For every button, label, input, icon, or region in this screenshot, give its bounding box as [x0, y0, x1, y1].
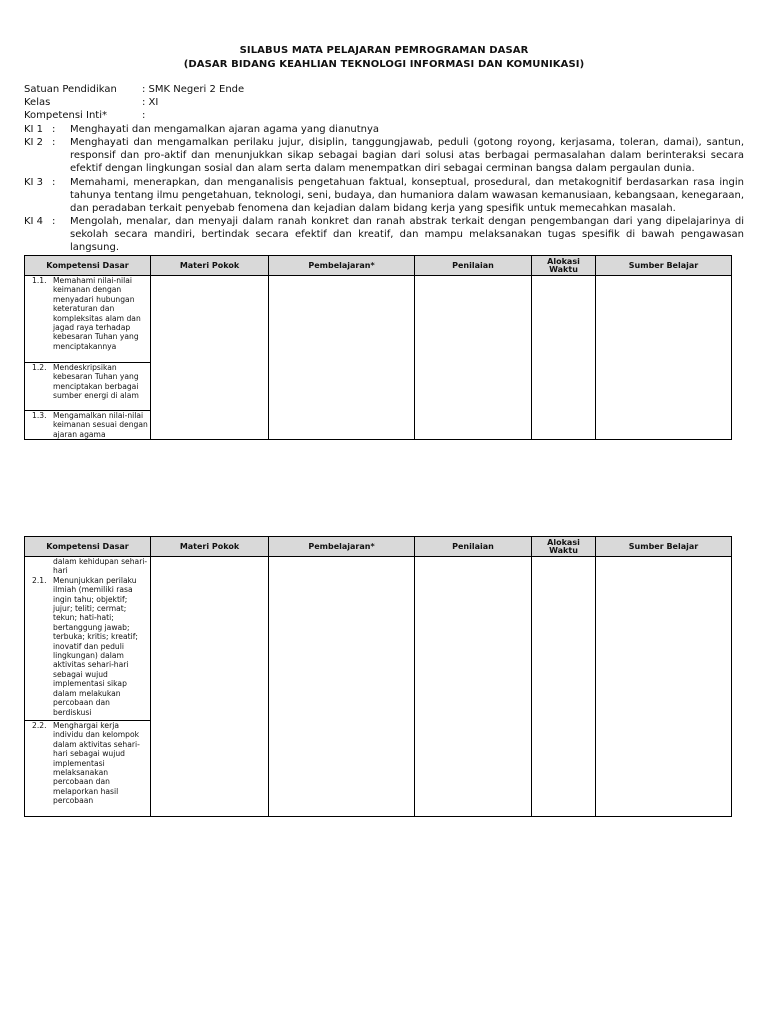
kd-number: 1.3. — [32, 411, 47, 420]
col-header-sumber-belajar: Sumber Belajar — [596, 537, 732, 557]
ki-text: Menghayati dan mengamalkan ajaran agama yang dianutnya — [70, 124, 380, 135]
col-header-kompetensi-dasar: Kompetensi Dasar — [25, 256, 151, 276]
table-row — [25, 557, 732, 721]
ki-colon: : — [52, 137, 56, 148]
kd-cell — [25, 363, 151, 411]
school-info — [24, 83, 244, 122]
syllabus-table-1 — [24, 255, 732, 440]
info-value: : — [142, 110, 146, 121]
document-title: SILABUS MATA PELAJARAN PEMROGRAMAN DASAR — [239, 45, 529, 56]
kd-cell — [25, 721, 151, 817]
ki-label: KI 1 — [24, 124, 44, 135]
penilaian-cell — [415, 276, 532, 440]
info-row-satuan — [24, 83, 244, 96]
info-label: Kelas — [24, 97, 51, 108]
ki-3 — [24, 176, 744, 215]
kd-item — [25, 721, 150, 806]
ki-label: KI 2 — [24, 137, 44, 148]
col-header-alokasi-waktu: Alokasi Waktu — [532, 537, 596, 557]
info-value: : SMK Negeri 2 Ende — [142, 84, 245, 95]
ki-colon: : — [52, 124, 56, 135]
kd-text: Menghargai kerja individu dan kelompok dalam aktivitas sehari-hari sebagai wujud implementasi melaksanakan percobaan dan melaporkan hasil percobaan — [53, 721, 140, 806]
kd-text: Mendeskripsikan kebesaran Tuhan yang menciptakan berbagai sumber energi di alam — [53, 363, 139, 401]
materi-pokok-cell — [151, 276, 269, 440]
ki-text: Menghayati dan mengamalkan perilaku jujur, disiplin, tanggungjawab, peduli (gotong royong, kerjasama, toleran, damai), santun, responsif dan pro-aktif dan menunjukkan sikap sebagai bagian dari solusi atas berbagai permasalahan dalam berinteraksi secara efektif dengan lingkungan sosial dan alam serta dalam menempatkan diri sebagai cerminan bangsa dalam pergaulan dunia. — [70, 137, 744, 174]
col-header-kompetensi-dasar: Kompetensi Dasar — [25, 537, 151, 557]
table-header-row — [25, 256, 732, 276]
kd-number: 2.2. — [32, 721, 47, 730]
col-header-alokasi-waktu: Alokasi Waktu — [532, 256, 596, 276]
ki-label: KI 4 — [24, 216, 44, 227]
kd-number: 1.1. — [32, 276, 47, 285]
col-header-penilaian: Penilaian — [415, 537, 532, 557]
kd-number: 1.2. — [32, 363, 47, 372]
kd-cell — [25, 276, 151, 363]
ki-colon: : — [52, 216, 56, 227]
syllabus-table-2 — [24, 536, 732, 817]
materi-pokok-cell — [151, 557, 269, 817]
kd-text: Mengamalkan nilai-nilai keimanan sesuai dengan ajaran agama — [53, 411, 148, 439]
info-value: : XI — [142, 97, 159, 108]
kd-item — [25, 363, 150, 401]
kd-item — [25, 576, 150, 717]
pembelajaran-cell — [269, 557, 415, 817]
ki-2 — [24, 136, 744, 175]
kd-number: 2.1. — [32, 575, 47, 585]
ki-text: Memahami, menerapkan, dan menganalisis pengetahuan faktual, konseptual, prosedural, dan metakognitif berdasarkan rasa ingin tahunya tentang ilmu pengetahuan, teknologi, seni, budaya, dan humaniora dalam wawasan kemanusiaan, kebangsaan, kenegaraan, dan peradaban terkait penyebab fenomena dan kejadian dalam bidang kerja yang spesifik untuk memecahkan masalah. — [70, 177, 744, 214]
ki-label: KI 3 — [24, 177, 44, 188]
info-row-kompetensi-inti — [24, 109, 244, 122]
table-header-row — [25, 537, 732, 557]
col-header-pembelajaran: Pembelajaran* — [269, 537, 415, 557]
document-subtitle: (DASAR BIDANG KEAHLIAN TEKNOLOGI INFORMASI DAN KOMUNIKASI) — [183, 59, 585, 70]
info-label: Kompetensi Inti* — [24, 110, 107, 121]
kd-cell — [25, 411, 151, 440]
ki-colon: : — [52, 177, 56, 188]
col-header-pembelajaran: Pembelajaran* — [269, 256, 415, 276]
alokasi-waktu-cell — [532, 276, 596, 440]
table-row — [25, 276, 732, 363]
ki-4 — [24, 215, 744, 254]
penilaian-cell — [415, 557, 532, 817]
alokasi-waktu-cell — [532, 557, 596, 817]
kd-item — [25, 411, 150, 439]
sumber-belajar-cell — [596, 557, 732, 817]
col-header-penilaian: Penilaian — [415, 256, 532, 276]
ki-text: Mengolah, menalar, dan menyaji dalam ranah konkret dan ranah abstrak terkait dengan pengembangan dari yang dipelajarinya di sekolah secara mandiri, bertindak secara efektif dan kreatif, dan mampu melaksanakan tugas spesifik di bawah pengawasan langsung. — [70, 216, 744, 253]
kd-text: Menunjukkan perilaku ilmiah (memiliki rasa ingin tahu; objektif; jujur; teliti; cermat; tekun; hati-hati; bertanggung jawab; terbuka; kritis; kreatif; inovatif dan peduli lingkungan) dalam aktivitas sehari-hari sebagai wujud implementasi sikap dalam melakukan percobaan dan berdiskusi — [53, 575, 138, 717]
sumber-belajar-cell — [596, 276, 732, 440]
kd-cell — [25, 557, 151, 721]
col-header-materi-pokok: Materi Pokok — [151, 537, 269, 557]
info-row-kelas — [24, 96, 244, 109]
kd-text: Memahami nilai-nilai keimanan dengan menyadari hubungan keteraturan dan kompleksitas alam dan jagad raya terhadap kebesaran Tuhan yang menciptakannya — [53, 276, 141, 351]
ki-1 — [24, 123, 744, 136]
kd-item — [25, 276, 150, 351]
pembelajaran-cell — [269, 276, 415, 440]
col-header-sumber-belajar: Sumber Belajar — [596, 256, 732, 276]
info-label: Satuan Pendidikan — [24, 84, 117, 95]
kd-continuation: dalam kehidupan sehari-hari — [53, 557, 148, 576]
col-header-materi-pokok: Materi Pokok — [151, 256, 269, 276]
